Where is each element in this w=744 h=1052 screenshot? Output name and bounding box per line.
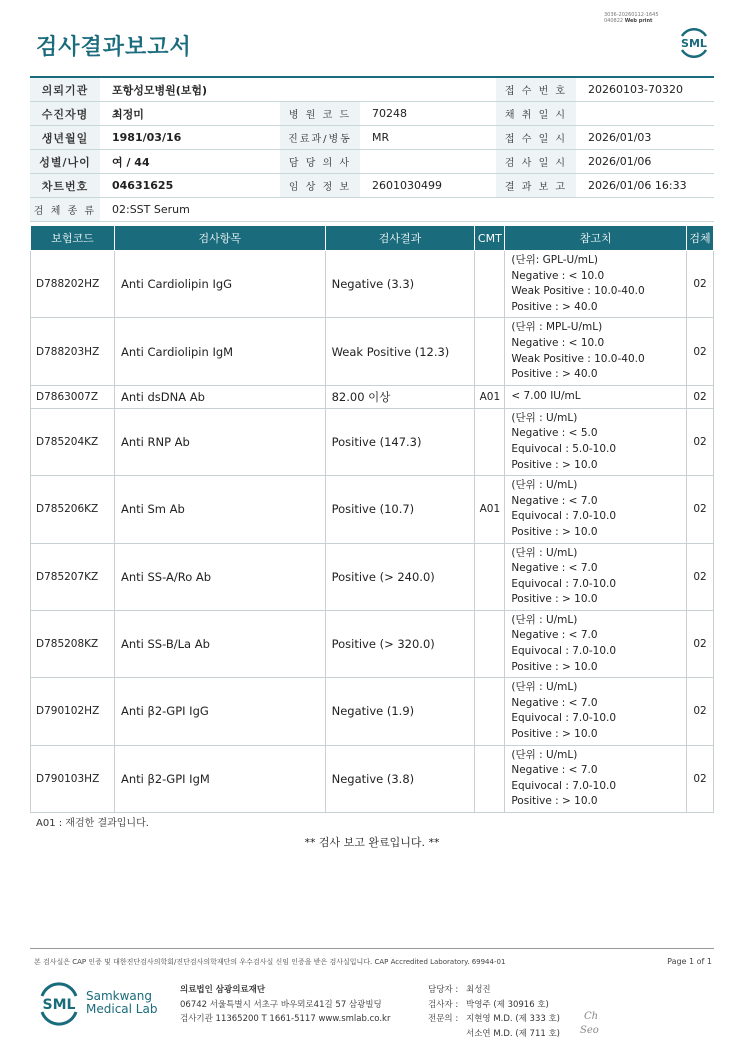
reference-line: Negative : < 10.0 (511, 269, 605, 282)
insurance-code: D7863007Z (31, 385, 115, 408)
header-cmt: CMT (475, 226, 505, 251)
info-value (360, 150, 496, 174)
info-label: 담 당 의 사 (280, 150, 360, 174)
info-value: 최정미 (100, 102, 280, 126)
test-item: Anti β2-GPI IgM (114, 745, 325, 812)
specimen-code: 02 (687, 678, 714, 745)
retest-note: A01 : 재검한 결과입니다. (36, 818, 149, 829)
reference-line: < 7.00 IU/mL (511, 389, 581, 402)
patient-info-table (30, 76, 714, 222)
reference-line: Equivocal : 7.0-10.0 (511, 510, 617, 523)
test-cmt (475, 408, 505, 475)
info-label: 성별/나이 (30, 150, 100, 174)
insurance-code: D788203HZ (31, 318, 115, 385)
insurance-code: D788202HZ (31, 251, 115, 318)
test-result: Negative (3.8) (325, 745, 475, 812)
reference-range (505, 251, 687, 318)
reference-line: Positive : > 10.0 (511, 593, 598, 606)
reference-line: (단위: GPL-U/mL) (511, 254, 598, 266)
info-label: 수진자명 (30, 102, 100, 126)
result-row (31, 318, 714, 385)
header-ref: 참고치 (505, 226, 687, 251)
info-label: 진료과/병동 (280, 126, 360, 150)
reference-range (505, 318, 687, 385)
test-cmt (475, 251, 505, 318)
result-row (31, 610, 714, 677)
reference-line: Negative : < 7.0 (511, 764, 598, 777)
test-cmt (475, 543, 505, 610)
reference-line: Negative : < 7.0 (511, 629, 598, 642)
org-info: 의료법인 삼광의료재단 06742 서울특별시 서초구 바우뫼로41길 57 삼광빌딩 검사기관 11365200 T 1661-5117 www.smlab.co.kr (180, 985, 391, 1024)
patient-info-row (30, 150, 714, 174)
footer-sml-logo-icon (36, 980, 82, 1026)
reference-line: (단위 : MPL-U/mL) (511, 321, 603, 334)
info-label: 결 과 보 고 (496, 174, 576, 198)
reference-range (505, 408, 687, 475)
reference-line: Positive : > 10.0 (511, 458, 598, 471)
specimen-code: 02 (687, 543, 714, 610)
reference-line: Positive : > 10.0 (511, 525, 598, 538)
test-item: Anti β2-GPI IgG (114, 678, 325, 745)
patient-info-row (30, 126, 714, 150)
test-cmt: A01 (475, 385, 505, 408)
specimen-label: 검 체 종 류 (30, 198, 100, 222)
test-result: Positive (10.7) (325, 476, 475, 543)
reference-line: (단위 : U/mL) (511, 411, 578, 424)
reference-line: Equivocal : 7.0-10.0 (511, 577, 617, 590)
result-row (31, 745, 714, 812)
reference-line: Positive : > 10.0 (511, 728, 598, 741)
test-cmt (475, 678, 505, 745)
reference-range (505, 678, 687, 745)
reference-range (505, 745, 687, 812)
specimen-row (30, 198, 714, 222)
header-item: 검사항목 (114, 226, 325, 251)
info-label: 검 사 일 시 (496, 150, 576, 174)
reference-line: Equivocal : 7.0-10.0 (511, 712, 617, 725)
specimen-value: 02:SST Serum (100, 198, 714, 222)
reference-line: Negative : < 10.0 (511, 336, 605, 349)
info-value: 2601030499 (360, 174, 496, 198)
specimen-code: 02 (687, 610, 714, 677)
reference-line: Positive : > 10.0 (511, 660, 598, 673)
specimen-code: 02 (687, 251, 714, 318)
reference-line: Equivocal : 7.0-10.0 (511, 645, 617, 658)
info-label (280, 77, 360, 102)
header-spec: 검체 (687, 226, 714, 251)
insurance-code: D790102HZ (31, 678, 115, 745)
insurance-code: D785208KZ (31, 610, 115, 677)
result-row (31, 543, 714, 610)
staff-info: 담당자 : 최성진 검사자 : 박영주 (제 30916 호) 전문의 : 지현영 M.D. (제 333 호) 서소연 M.D. (제 711 호) (428, 985, 561, 1039)
reference-range (505, 610, 687, 677)
sml-logo-icon (676, 24, 712, 60)
reference-line: (단위 : U/mL) (511, 479, 578, 492)
header-code: 보험코드 (31, 226, 115, 251)
info-label: 임 상 정 보 (280, 174, 360, 198)
test-item: Anti RNP Ab (114, 408, 325, 475)
test-item: Anti Cardiolipin IgG (114, 251, 325, 318)
reference-range (505, 543, 687, 610)
insurance-code: D790103HZ (31, 745, 115, 812)
test-item: Anti SS-A/Ro Ab (114, 543, 325, 610)
insurance-code: D785206KZ (31, 476, 115, 543)
reference-line: (단위 : U/mL) (511, 681, 578, 694)
completion-text: ** 검사 보고 완료입니다. ** (304, 836, 440, 849)
reference-line: Negative : < 5.0 (511, 427, 598, 440)
results-table (30, 226, 714, 813)
header-result: 검사결과 (325, 226, 475, 251)
reference-line: (단위 : U/mL) (511, 613, 578, 626)
info-label: 차트번호 (30, 174, 100, 198)
footer-divider (30, 948, 714, 949)
test-result: Negative (1.9) (325, 678, 475, 745)
info-value: 2026/01/03 (576, 126, 714, 150)
result-row (31, 678, 714, 745)
info-label: 생년월일 (30, 126, 100, 150)
info-value: 1981/03/16 (100, 126, 280, 150)
result-row (31, 385, 714, 408)
info-label: 의뢰기관 (30, 77, 100, 102)
result-row (31, 251, 714, 318)
page-title: 검사결과보고서 (36, 35, 192, 60)
test-result: Weak Positive (12.3) (325, 318, 475, 385)
info-label: 채 취 일 시 (496, 102, 576, 126)
test-result: 82.00 이상 (325, 385, 475, 408)
reference-line: Weak Positive : 10.0-40.0 (511, 352, 645, 365)
insurance-code: D785204KZ (31, 408, 115, 475)
test-item: Anti Sm Ab (114, 476, 325, 543)
reference-line: Equivocal : 5.0-10.0 (511, 442, 617, 455)
test-cmt (475, 610, 505, 677)
test-item: Anti Cardiolipin IgM (114, 318, 325, 385)
info-value (360, 77, 496, 102)
reference-line: Negative : < 7.0 (511, 696, 598, 709)
reference-line: Equivocal : 7.0-10.0 (511, 779, 617, 792)
patient-info-row (30, 174, 714, 198)
specimen-code: 02 (687, 476, 714, 543)
info-value: MR (360, 126, 496, 150)
svg-text:SML: SML (681, 37, 707, 50)
patient-info-row (30, 77, 714, 102)
print-info: 3036-20260112-1645 040822 Web print (604, 12, 659, 24)
reference-range (505, 476, 687, 543)
reference-line: Positive : > 40.0 (511, 300, 598, 313)
test-result: Positive (> 320.0) (325, 610, 475, 677)
info-value: 포항성모병원(보험) (100, 77, 280, 102)
test-cmt (475, 318, 505, 385)
info-value: 2026/01/06 16:33 (576, 174, 714, 198)
reference-line: Positive : > 40.0 (511, 368, 598, 381)
test-result: Negative (3.3) (325, 251, 475, 318)
specimen-code: 02 (687, 318, 714, 385)
result-row (31, 408, 714, 475)
test-result: Positive (147.3) (325, 408, 475, 475)
info-label: 병 원 코 드 (280, 102, 360, 126)
test-item: Anti SS-B/La Ab (114, 610, 325, 677)
test-cmt: A01 (475, 476, 505, 543)
test-cmt (475, 745, 505, 812)
reference-line: (단위 : U/mL) (511, 748, 578, 761)
reference-line: (단위 : U/mL) (511, 546, 578, 559)
reference-line: Negative : < 7.0 (511, 562, 598, 575)
test-item: Anti dsDNA Ab (114, 385, 325, 408)
lab-name: Samkwang Medical Lab (86, 989, 158, 1016)
signature: Ch Seo (580, 1011, 599, 1036)
info-label: 접 수 일 시 (496, 126, 576, 150)
info-value: 2026/01/06 (576, 150, 714, 174)
specimen-code: 02 (687, 408, 714, 475)
info-value (576, 102, 714, 126)
info-value: 여 / 44 (100, 150, 280, 174)
patient-info-row (30, 102, 714, 126)
specimen-code: 02 (687, 385, 714, 408)
specimen-code: 02 (687, 745, 714, 812)
reference-line: Negative : < 7.0 (511, 494, 598, 507)
svg-text:SML: SML (42, 997, 76, 1013)
info-value: 20260103-70320 (576, 77, 714, 102)
info-value: 04631625 (100, 174, 280, 198)
insurance-code: D785207KZ (31, 543, 115, 610)
certification-text: 본 검사실은 CAP 인증 및 대한진단검사의학회/진단검사의학재단의 우수검사실 신임 인증을 받은 검사실입니다. CAP Accredited Laboratory. 69944-01 (34, 958, 506, 966)
test-result: Positive (> 240.0) (325, 543, 475, 610)
result-row (31, 476, 714, 543)
info-value: 70248 (360, 102, 496, 126)
page-number: Page 1 of 1 (667, 957, 712, 966)
reference-line: Positive : > 10.0 (511, 795, 598, 808)
reference-line: Weak Positive : 10.0-40.0 (511, 285, 645, 298)
info-label: 접 수 번 호 (496, 77, 576, 102)
reference-range (505, 385, 687, 408)
